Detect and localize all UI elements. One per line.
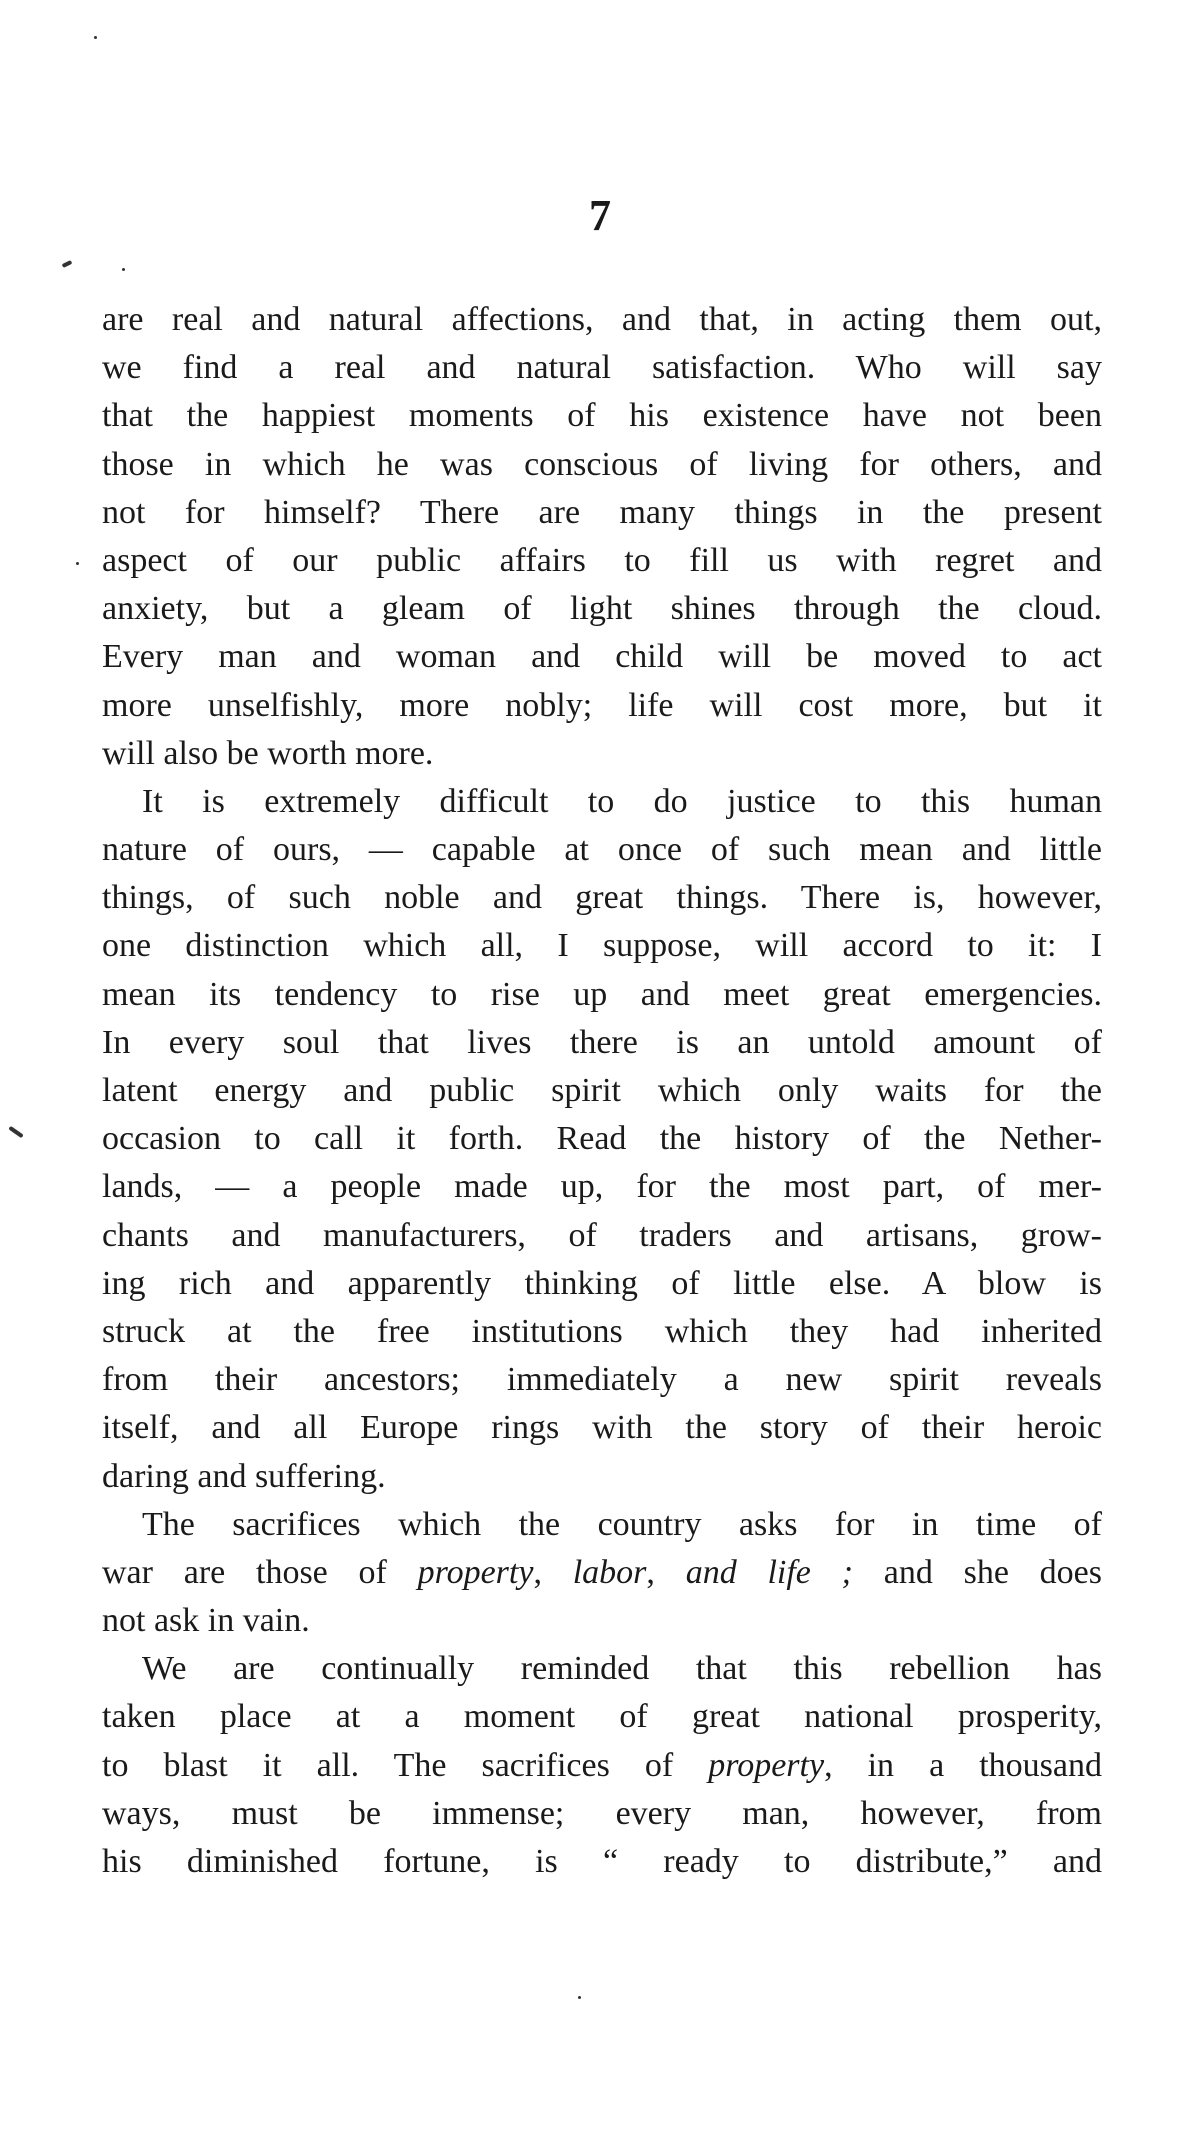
text-line: The sacrifices which the country asks for in time of [142,1505,1102,1543]
paragraph-1 [102,296,1102,778]
text-line: things, of such noble and great things. There is, however, [102,879,1102,917]
text-line: It is extremely difficult to do justice to this human [142,782,1102,820]
text-line: aspect of our public affairs to fill us with regret and [102,541,1102,579]
text-line: we find a real and natural satisfaction. Who will say [102,349,1102,387]
text-segment: , [646,1553,686,1591]
italic-labor: labor [572,1553,647,1591]
scan-speck [578,1996,581,1999]
text-line: not for himself? There are many things in the present [102,493,1102,531]
text-line: nature of ours, — capable at once of such mean and little [102,831,1102,869]
paragraph-2 [102,778,1102,1501]
text-line: taken place at a moment of great national prosperity, [102,1698,1102,1736]
scan-speck [8,1126,23,1138]
text-line: We are continually reminded that this rebellion has [142,1650,1102,1688]
text-line-with-italics [102,1549,1102,1597]
text-line: chants and manufacturers, of traders and artisans, grow- [102,1216,1102,1254]
text-line: that the happiest moments of his existence have not been [102,397,1102,435]
text-line: more unselfishly, more nobly; life will cost more, but it [102,686,1102,724]
italic-and-life: and life ; [685,1553,853,1591]
text-line: Every man and woman and child will be moved to act [102,638,1102,676]
text-line: lands, — a people made up, for the most part, of mer- [102,1168,1102,1206]
text-line: those in which he was conscious of living for others, and [102,445,1102,483]
text-line: anxiety, but a gleam of light shines through the cloud. [102,590,1102,628]
text-line-with-italics [102,1742,1102,1790]
text-line: one distinction which all, I suppose, will accord to it: I [102,927,1102,965]
text-line: occasion to call it forth. Read the history of the Nether- [102,1120,1102,1158]
scan-speck [94,36,97,39]
text-segment: , [533,1553,573,1591]
text-line: itself, and all Europe rings with the story of their heroic [102,1409,1102,1447]
text-segment: war are those of [102,1553,418,1591]
scan-speck [76,562,79,565]
text-line: mean its tendency to rise up and meet great emergencies. [102,975,1102,1013]
text-line: will also be worth more. [102,734,434,772]
paragraph-4 [102,1645,1102,1886]
text-line: ing rich and apparently thinking of little else. A blow is [102,1264,1102,1302]
text-line: his diminished fortune, is “ ready to distribute,” and [102,1843,1102,1880]
scan-speck [122,268,125,271]
text-line: from their ancestors; immediately a new spirit reveals [102,1361,1102,1399]
text-line: latent energy and public spirit which only waits for the [102,1072,1102,1109]
text-line: daring and suffering. [102,1457,386,1495]
body-text [102,296,1102,1886]
text-line: struck at the free institutions which they had inherited [102,1312,1102,1350]
text-line: ways, must be immense; every man, however, from [102,1794,1102,1832]
text-line: are real and natural affections, and that, in acting them out, [102,301,1102,338]
page-number: 7 [589,191,611,240]
paragraph-3 [102,1501,1102,1646]
text-segment: to blast it all. The sacrifices of [102,1746,709,1784]
italic-property: property [417,1553,534,1591]
scan-speck [62,260,73,268]
text-segment: , in a thousand [824,1746,1102,1784]
italic-property: property [708,1746,825,1784]
text-line: not ask in vain. [102,1602,310,1640]
text-segment: and she does [852,1553,1102,1591]
text-line: In every soul that lives there is an untold amount of [102,1023,1102,1061]
